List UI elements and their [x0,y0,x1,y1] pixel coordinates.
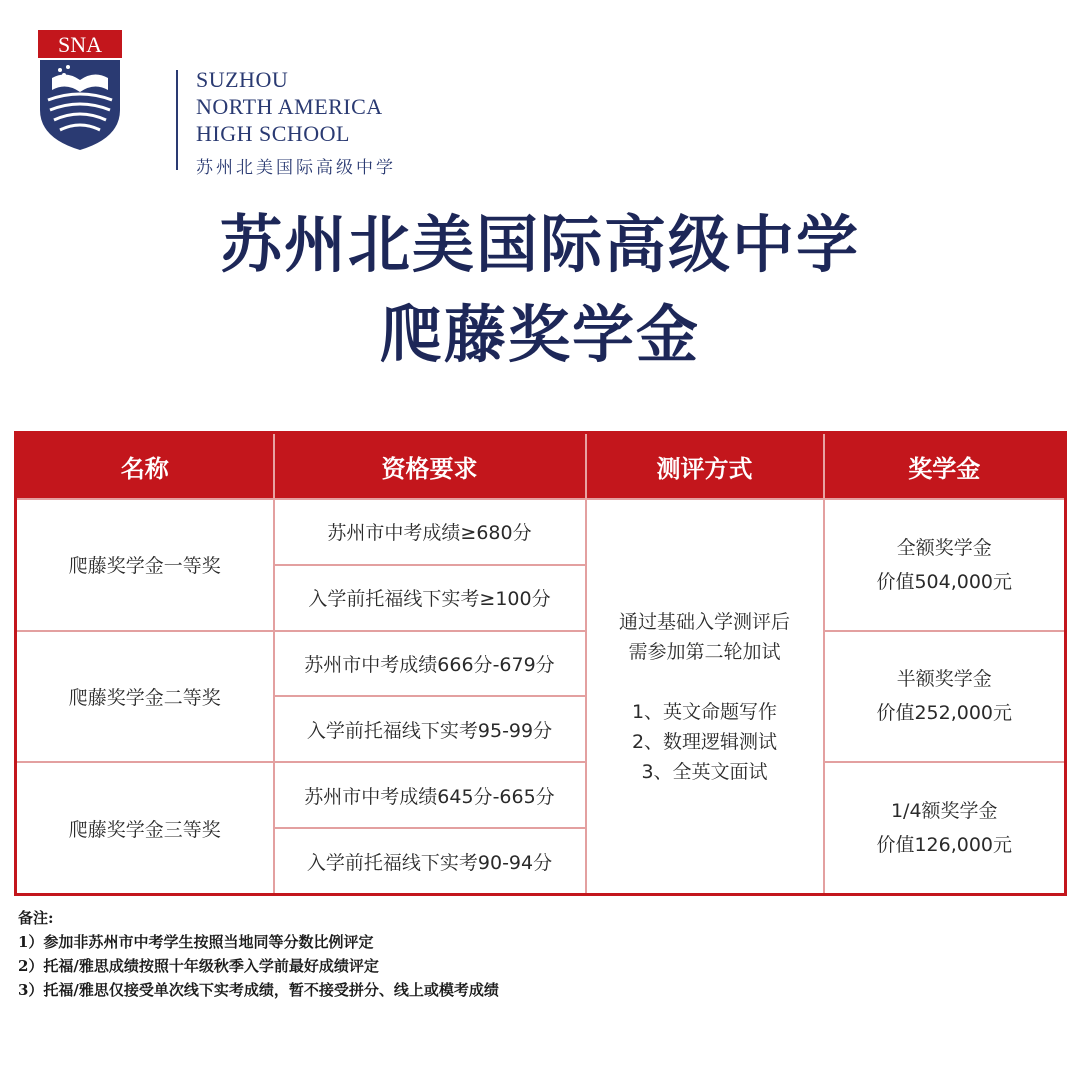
requirement-cell: 入学前托福线下实考≥100分 [274,565,586,631]
title-line-2: 爬藤奖学金 [379,298,700,371]
note-item: 2）托福/雅思成绩按照十年级秋季入学前最好成绩评定 [18,957,379,975]
scholarship-table-container [14,431,1064,896]
award-name-third: 爬藤奖学金三等奖 [16,762,274,894]
requirement-cell: 入学前托福线下实考95-99分 [274,696,586,762]
page-title [0,200,1080,380]
evaluation-intro-line: 需参加第二轮加试 [628,640,781,663]
school-name-chinese: 苏州北美国际高级中学 [196,158,396,178]
award-value-second [824,631,1066,763]
table-row [16,762,1066,828]
award-type: 半额奖学金 [896,668,992,691]
evaluation-intro-line: 通过基础入学测评后 [618,610,790,633]
award-type: 1/4额奖学金 [890,800,998,823]
notes-heading: 备注: [18,909,54,927]
notes-section [18,906,1058,1002]
award-amount: 价值252,000元 [876,702,1013,725]
award-name-first: 爬藤奖学金一等奖 [16,499,274,631]
scholarship-table [14,431,1067,896]
svg-text:SNA: SNA [57,32,103,57]
header-evaluation: 测评方式 [586,433,824,500]
school-name-line-2: NORTH AMERICA [196,94,383,119]
school-crest-icon [38,30,122,152]
requirement-cell: 苏州市中考成绩645分-665分 [274,762,586,828]
award-value-first [824,499,1066,631]
award-value-third [824,762,1066,894]
evaluation-item: 3、全英文面试 [641,760,768,783]
requirement-cell: 苏州市中考成绩666分-679分 [274,631,586,697]
school-name-block [196,66,396,178]
evaluation-item: 1、英文命题写作 [631,700,778,723]
evaluation-item: 2、数理逻辑测试 [631,730,778,753]
table-row [16,499,1066,565]
note-item: 3）托福/雅思仅接受单次线下实考成绩，暂不接受拼分、线上或模考成绩 [18,981,499,999]
school-logo [38,30,458,178]
table-row [16,631,1066,697]
title-line-1: 苏州北美国际高级中学 [219,208,860,281]
award-type: 全额奖学金 [896,536,992,559]
header-name: 名称 [16,433,274,500]
award-name-second: 爬藤奖学金二等奖 [16,631,274,763]
header-requirements: 资格要求 [274,433,586,500]
table-header-row [16,433,1066,500]
award-amount: 价值126,000元 [876,834,1013,857]
school-name-line-1: SUZHOU [196,67,289,92]
evaluation-method-cell [586,499,824,895]
requirement-cell: 入学前托福线下实考90-94分 [274,828,586,894]
award-amount: 价值504,000元 [876,570,1013,593]
requirement-cell: 苏州市中考成绩≥680分 [274,499,586,565]
school-name-line-3: HIGH SCHOOL [196,121,350,146]
note-item: 1）参加非苏州市中考学生按照当地同等分数比例评定 [18,933,374,951]
header-scholarship: 奖学金 [824,433,1066,500]
logo-divider [176,70,178,170]
